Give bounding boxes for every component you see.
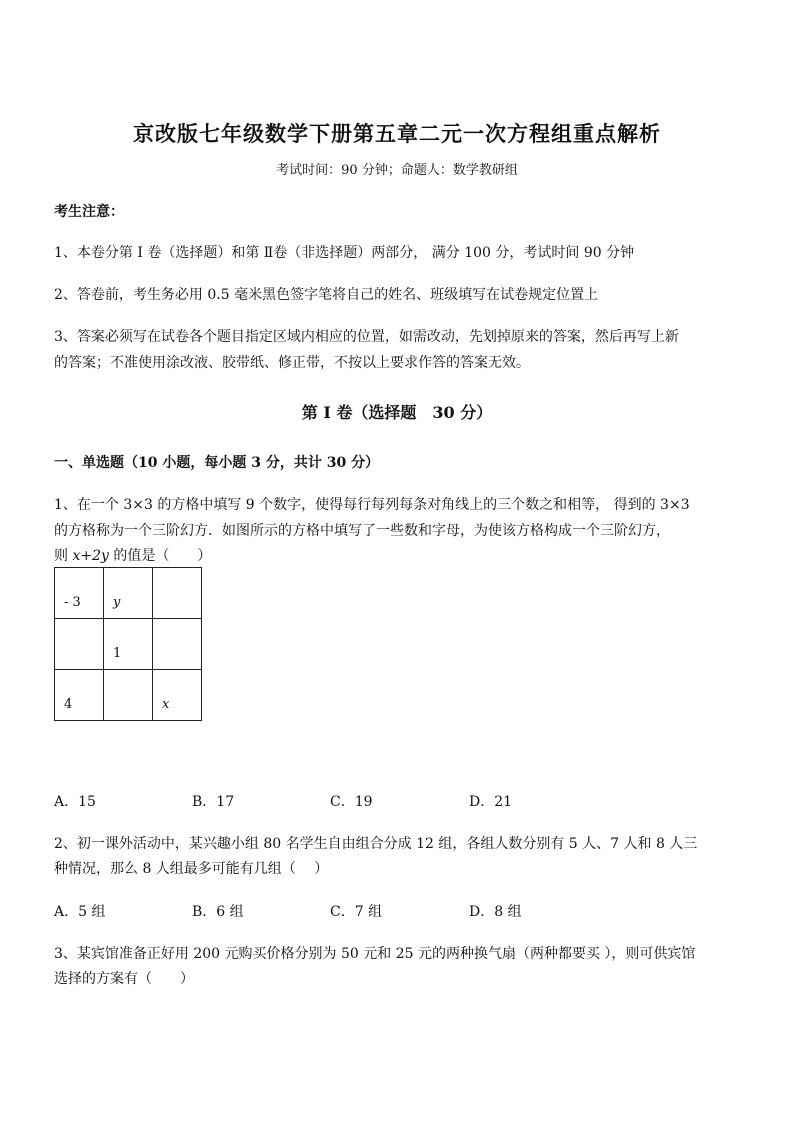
question-3-line-1: 3、某宾馆准备正好用 200 元购买价格分别为 50 元和 25 元的两种换气扇（两种都要买 ），则可供宾馆 — [54, 946, 696, 962]
question-2-line-1: 2、初一课外活动中，某兴趣小组 80 名学生自由组合分成 12 组，各组人数分别有 5 人、7 人和 8 人三 — [54, 836, 698, 852]
grid-cell — [153, 568, 202, 619]
question-1-line-2: 的方格称为一个三阶幻方．如图所示的方格中填写了一些数和字母，为使该方格构成一个三阶幻方， — [54, 523, 670, 539]
grid-cell — [55, 619, 104, 670]
magic-square-grid — [54, 567, 202, 721]
grid-cell: 1 — [104, 619, 153, 670]
question-1-expression: x+2y — [72, 548, 109, 564]
grid-cell: y — [104, 568, 153, 619]
option-a[interactable]: A．5 组 — [54, 904, 106, 920]
grid-cell — [104, 670, 153, 721]
option-b[interactable]: B．17 — [192, 794, 235, 810]
grid-cell: 4 — [55, 670, 104, 721]
grid-cell: - 3 — [55, 568, 104, 619]
grid-cell: x — [153, 670, 202, 721]
notice-item: 2、答卷前，考生务必用 0.5 毫米黑色签字笔将自己的姓名、班级填写在试卷规定位置上 — [54, 287, 599, 303]
option-c[interactable]: C．7 组 — [330, 904, 383, 920]
question-1-line-1: 1、在一个 3×3 的方格中填写 9 个数字，使得每行每列每条对角线上的三个数之和相等， 得到的 3×3 — [54, 497, 690, 513]
page-title: 京改版七年级数学下册第五章二元一次方程组重点解析 — [133, 121, 661, 146]
option-b[interactable]: B．6 组 — [192, 904, 244, 920]
notice-heading: 考生注意： — [54, 204, 124, 220]
notice-item: 1、本卷分第 I 卷（选择题）和第 Ⅱ卷（非选择题）两部分， 满分 100 分，考试时间 90 分钟 — [54, 245, 635, 261]
section-title: 第 I 卷（选择题 30 分） — [301, 403, 493, 422]
option-d[interactable]: D．8 组 — [469, 904, 522, 920]
option-c[interactable]: C．19 — [330, 794, 373, 810]
option-a[interactable]: A．15 — [54, 794, 96, 810]
notice-item: 的答案；不准使用涂改液、胶带纸、修正带，不按以上要求作答的答案无效。 — [54, 355, 530, 371]
question-2-line-2: 种情况，那么 8 人组最多可能有几组（ ） — [54, 861, 329, 877]
option-d[interactable]: D．21 — [469, 794, 513, 810]
exam-info: 考试时间：90 分钟；命题人：数学教研组 — [276, 163, 518, 178]
question-1-suffix: 的值是（ ） — [108, 548, 212, 564]
question-3-line-2: 选择的方案有（ ） — [54, 971, 194, 987]
grid-cell — [153, 619, 202, 670]
question-1-prefix: 则 — [54, 548, 73, 564]
part-heading: 一、单选题（10 小题，每小题 3 分，共计 30 分） — [54, 455, 380, 471]
question-1-line-3 — [54, 545, 211, 565]
notice-item: 3、答案必须写在试卷各个题目指定区域内相应的位置，如需改动，先划掉原来的答案，然后再写上新 — [54, 329, 679, 345]
